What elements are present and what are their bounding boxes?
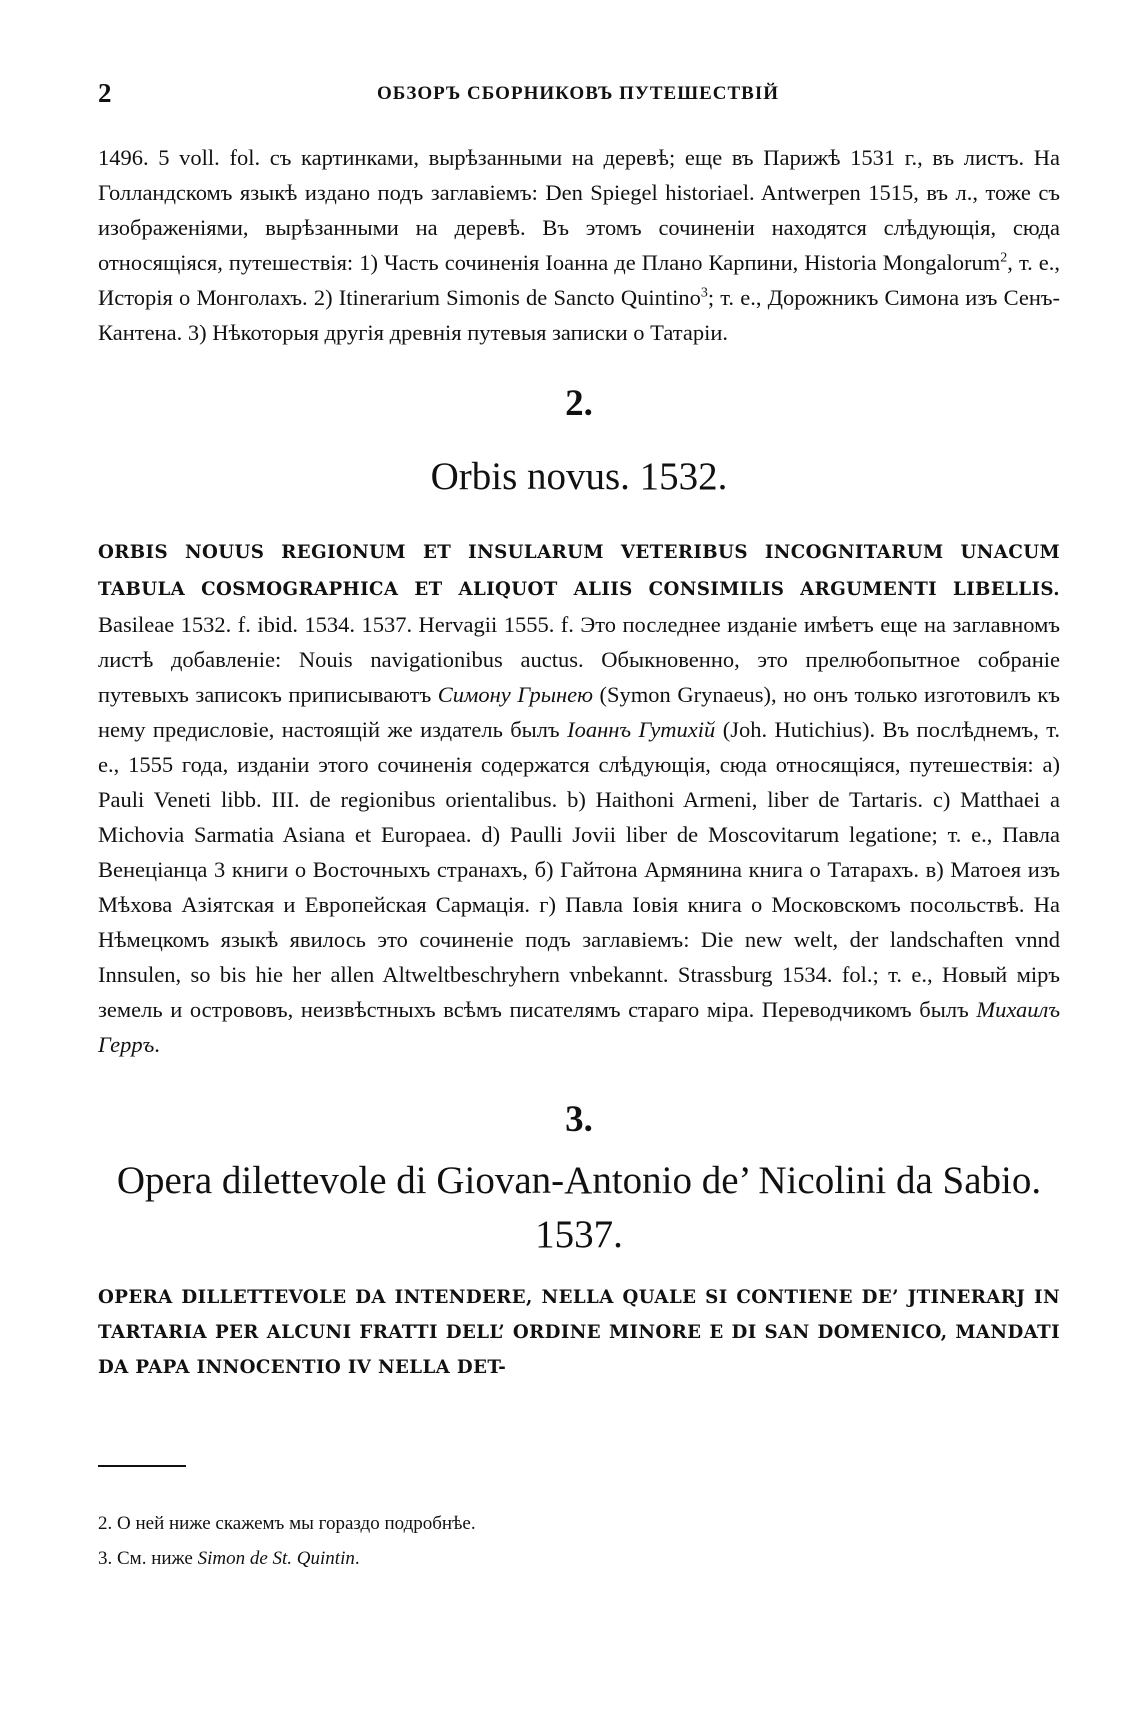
- italic-name-herr: Михаилъ Герръ: [98, 997, 1060, 1057]
- italic-name-hutichius: Іоаннъ Гутихій: [567, 717, 716, 742]
- intro-text-3: ; т. е., Дорожникъ Симона изъ Сенъ-Кантена. 3) Нѣкоторыя другія древнія путевыя записки о Татаріи.: [98, 285, 1061, 345]
- italic-name-grynaeus: Симону Грынею: [437, 682, 593, 707]
- footnote-reference: 3: [700, 285, 708, 301]
- section-number-2: 2.: [565, 383, 593, 424]
- footnote-3: [98, 1541, 1060, 1576]
- page-number: 2: [98, 78, 112, 108]
- running-head: [98, 78, 1058, 118]
- footnote-3-italic-reference: Simon de St. Quintin: [197, 1548, 355, 1569]
- section-2-text-4: .: [154, 1032, 160, 1057]
- intro-text-2: , т. е., Исторія о Монголахъ. 2) Itinerarium Simonis de Sancto Quintino: [98, 250, 1060, 310]
- section-title-orbis-novus: Orbis novus. 1532.: [430, 455, 728, 498]
- intro-paragraph: [98, 140, 1060, 350]
- orbis-caps-heading: ORBIS NOUUS REGIONUM ET INSULARUM VETERIBUS INCOGNITARUM UNACUM TABULA COSMOGRAPHICA ET ALIQUOT ALIIS CONSIMILIS ARGUMENTI LIBELLIS.: [98, 542, 1060, 600]
- section-number-3: 3.: [565, 1099, 593, 1140]
- footnote-reference: 2: [1000, 250, 1008, 266]
- section-title-opera-dilettevole: Opera dilettevole di Giovan-Antonio de’ Nicolini da Sabio. 1537.: [116, 1159, 1042, 1256]
- section-2-text-1: Basileae 1532. f. ibid. 1534. 1537. Hervagii 1555. f. Это последнее изданіе имѣетъ еще на заглавномъ листѣ добавленіе: Nouis navigationibus auctus. Обыкновенно, это прелюбопытное собраніе путевыхъ записокъ приписываютъ: [98, 612, 1060, 707]
- section-3-caps-heading: OPERA DILLETTEVOLE DA INTENDERE, NELLA QUALE SI CONTIENE DE’ JTINERARJ IN TARTARIA PER ALCUNI FRATTI DELL’ ORDINE MINORE E DI SAN DOMENICO, MANDATI DA PAPA INNOCENTIO IV NELLA DET-: [98, 1287, 1060, 1378]
- footnote-3-suffix: .: [354, 1548, 360, 1569]
- footnote-rule: [98, 1465, 186, 1467]
- footnote-2: 2. О ней ниже скажемъ мы гораздо подробнѣе.: [98, 1513, 476, 1534]
- section-2-text-2: (Symon Grynaeus), но онъ только изготовилъ къ нему предисловіе, настоящій же издатель былъ: [98, 682, 1060, 742]
- footnote-3-prefix: 3. См. ниже: [98, 1548, 198, 1569]
- footnotes: [98, 1506, 1060, 1576]
- section-2-paragraph: [98, 533, 1060, 1062]
- intro-text-1: 1496. 5 voll. fol. съ картинками, вырѣзанными на деревѣ; еще въ Парижѣ 1531 г., въ листъ. На Голландскомъ языкѣ издано подъ заглавіемъ: Den Spiegel historiael. Antwerpen 1515, въ л., тоже съ изображеніями, вырѣзанными на деревѣ. Въ этомъ сочиненіи находятся слѣдующія, сюда относящіяся, путешествія: 1) Часть сочиненія Іоанна де Плано Карпини, Historia Mongalorum: [98, 145, 1060, 275]
- section-2-text-3: (Joh. Hutichius). Въ послѣднемъ, т. е., 1555 года, изданіи этого сочиненія содержатся слѣдующія, сюда относящіяся, путешествія: а) Pauli Veneti libb. III. de regionibus orientalibus. b) Haithoni Armeni, liber de Tartaris. c) Matthaei a Michovia Sarmatia Asiana et Europaea. d) Paulli Jovii liber de Moscovitarum legatione; т. е., Павла Венеціанца 3 книги о Восточныхъ странахъ, б) Гайтона Армянина книга о Татарахъ. в) Матоея изъ Мѣхова Азіятская и Европейская Сармація. г) Павла Іовія книга о Московскомъ посольствѣ. На Нѣмецкомъ языкѣ явилось это сочиненіе подъ заглавіемъ: Die new welt, der landschaften vnnd Innsulen, so bis hie her allen Altweltbeschryhern vnbekannt. Strassburg 1534. fol.; т. е., Новый міръ земель и острововъ, неизвѣстныхъ всѣмъ писателямъ стараго міра. Переводчикомъ былъ: [98, 717, 1060, 1022]
- running-head-title: ОБЗОРЪ СБОРНИКОВЪ ПУТЕШЕСТВІЙ: [376, 83, 779, 104]
